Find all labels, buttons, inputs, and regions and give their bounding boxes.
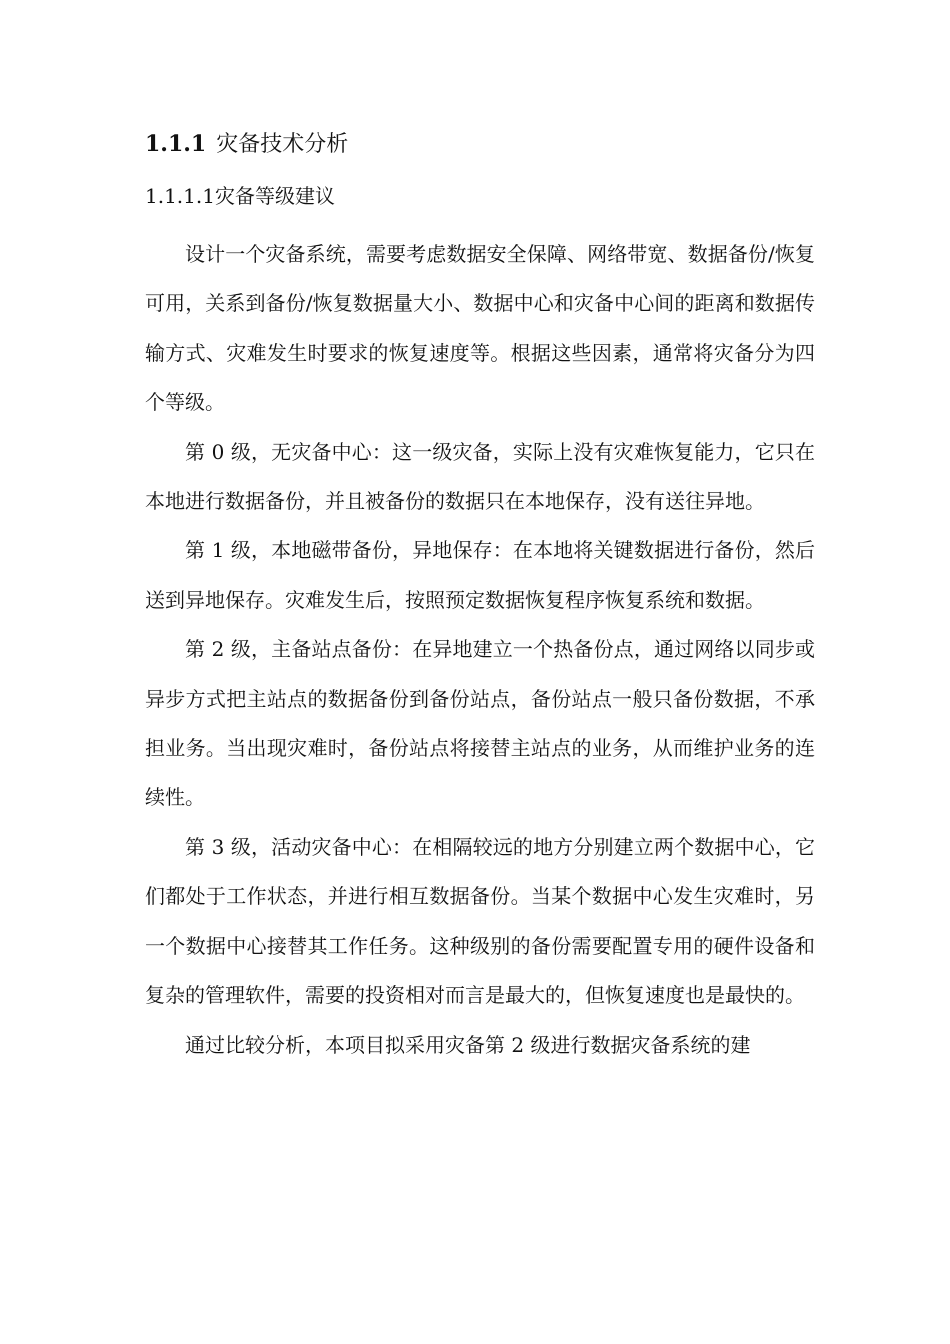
subsection-heading: 1.1.1.1灾备等级建议 xyxy=(145,184,335,208)
body-text xyxy=(145,230,815,1070)
paragraph-level-1: 第 1 级，本地磁带备份，异地保存：在本地将关键数据进行备份，然后送到异地保存。灾难发生后，按照预定数据恢复程序恢复系统和数据。 xyxy=(145,538,815,612)
paragraph-level-2: 第 2 级，主备站点备份：在异地建立一个热备份点，通过网络以同步或异步方式把主站点的数据备份到备份站点，备份站点一般只备份数据，不承担业务。当出现灾难时，备份站点将接替主站点的业务，从而维护业务的连续性。 xyxy=(145,637,815,810)
section-heading xyxy=(145,128,348,161)
paragraph-level-3: 第 3 级，活动灾备中心：在相隔较远的地方分别建立两个数据中心，它们都处于工作状态，并进行相互数据备份。当某个数据中心发生灾难时，另一个数据中心接替其工作任务。这种级别的备份需要配置专用的硬件设备和复杂的管理软件，需要的投资相对而言是最大的，但恢复速度也是最快的。 xyxy=(145,834,815,1008)
paragraph-conclusion: 通过比较分析，本项目拟采用灾备第 2 级进行数据灾备系统的建 xyxy=(185,1032,751,1057)
paragraph-intro: 设计一个灾备系统，需要考虑数据安全保障、网络带宽、数据备份/恢复可用，关系到备份/恢复数据量大小、数据中心和灾备中心间的距离和数据传输方式、灾难发生时要求的恢复速度等。根据这些因素，通常将灾备分为四个等级。 xyxy=(145,242,815,415)
section-title: 灾备技术分析 xyxy=(216,132,349,157)
paragraph-level-0: 第 0 级，无灾备中心：这一级灾备，实际上没有灾难恢复能力，它只在本地进行数据备份，并且被备份的数据只在本地保存，没有送往异地。 xyxy=(145,439,815,514)
section-number: 1.1.1 xyxy=(145,131,207,157)
